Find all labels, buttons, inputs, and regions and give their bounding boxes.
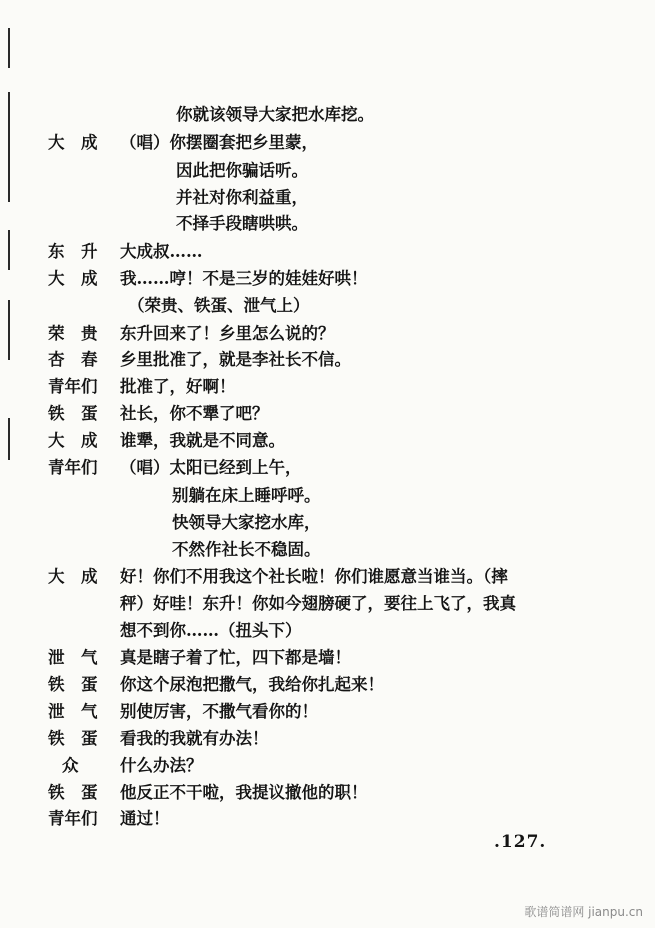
speaker-name: 大 成 xyxy=(48,133,98,152)
speaker-name: 铁 蛋 xyxy=(48,404,98,423)
speaker-name: 泄 气 xyxy=(48,702,98,721)
line-text: 大成叔…… xyxy=(120,242,203,261)
line-text: 你就该领导大家把水库挖。 xyxy=(176,105,374,124)
speaker-name: 杏 春 xyxy=(48,350,98,369)
margin-rule xyxy=(8,92,10,202)
speaker-name: 众 xyxy=(62,756,79,775)
line-text: 看我的我就有办法！ xyxy=(120,729,269,748)
line-text: 社长，你不犟了吧？ xyxy=(120,404,269,423)
line-text: 真是瞎子着了忙，四下都是墙！ xyxy=(120,648,351,667)
speaker-name: 铁 蛋 xyxy=(48,783,98,802)
line-text: 你这个尿泡把撒气，我给你扎起来！ xyxy=(120,675,384,694)
line-text: 他反正不干啦，我提议撤他的职！ xyxy=(120,783,368,802)
margin-rule xyxy=(8,300,10,360)
speaker-name: 大 成 xyxy=(48,567,98,586)
line-text: 别使厉害，不撒气看你的！ xyxy=(120,702,318,721)
speaker-name: 大 成 xyxy=(48,431,98,450)
line-text: 我……哼！不是三岁的娃娃好哄！ xyxy=(120,269,368,288)
line-text: 想不到你……（扭头下） xyxy=(120,621,302,640)
line-text: 不择手段瞎哄哄。 xyxy=(176,214,308,233)
speaker-name: 铁 蛋 xyxy=(48,729,98,748)
line-text: 不然作社长不稳固。 xyxy=(172,540,321,559)
margin-rule xyxy=(8,28,10,68)
line-text: （唱）你摆圈套把乡里蒙， xyxy=(120,133,318,152)
line-text: 乡里批准了，就是李社长不信。 xyxy=(120,350,351,369)
speaker-name: 大 成 xyxy=(48,269,98,288)
line-text: 东升回来了！乡里怎么说的？ xyxy=(120,324,335,343)
speaker-name: 荣 贵 xyxy=(48,324,98,343)
watermark: 歌谱简谱网 jianpu.cn xyxy=(524,905,643,919)
line-text: 通过！ xyxy=(120,809,170,828)
stage-direction: （荣贵、铁蛋、泄气上） xyxy=(128,296,310,315)
line-text: 并社对你利益重， xyxy=(176,188,308,207)
line-text: （唱）太阳已经到上午， xyxy=(120,458,302,477)
speaker-name: 青年们 xyxy=(48,377,98,396)
page-number: .127. xyxy=(494,832,547,852)
speaker-name: 青年们 xyxy=(48,458,98,477)
line-text: 谁犟，我就是不同意。 xyxy=(120,431,285,450)
speaker-name: 青年们 xyxy=(48,809,98,828)
speaker-name: 铁 蛋 xyxy=(48,675,98,694)
line-text: 什么办法？ xyxy=(120,756,203,775)
speaker-name: 泄 气 xyxy=(48,648,98,667)
line-text: 批准了，好啊！ xyxy=(120,377,236,396)
speaker-name: 东 升 xyxy=(48,242,98,261)
line-text: 快领导大家挖水库， xyxy=(172,513,321,532)
margin-rule xyxy=(8,230,10,270)
line-text: 因此把你骗话听。 xyxy=(176,161,308,180)
line-text: 秤）好哇！东升！你如今翅膀硬了，要往上飞了，我真 xyxy=(120,594,516,613)
margin-rule xyxy=(8,418,10,460)
line-text: 别躺在床上睡呼呼。 xyxy=(172,486,321,505)
line-text: 好！你们不用我这个社长啦！你们谁愿意当谁当。（摔 xyxy=(120,567,508,586)
